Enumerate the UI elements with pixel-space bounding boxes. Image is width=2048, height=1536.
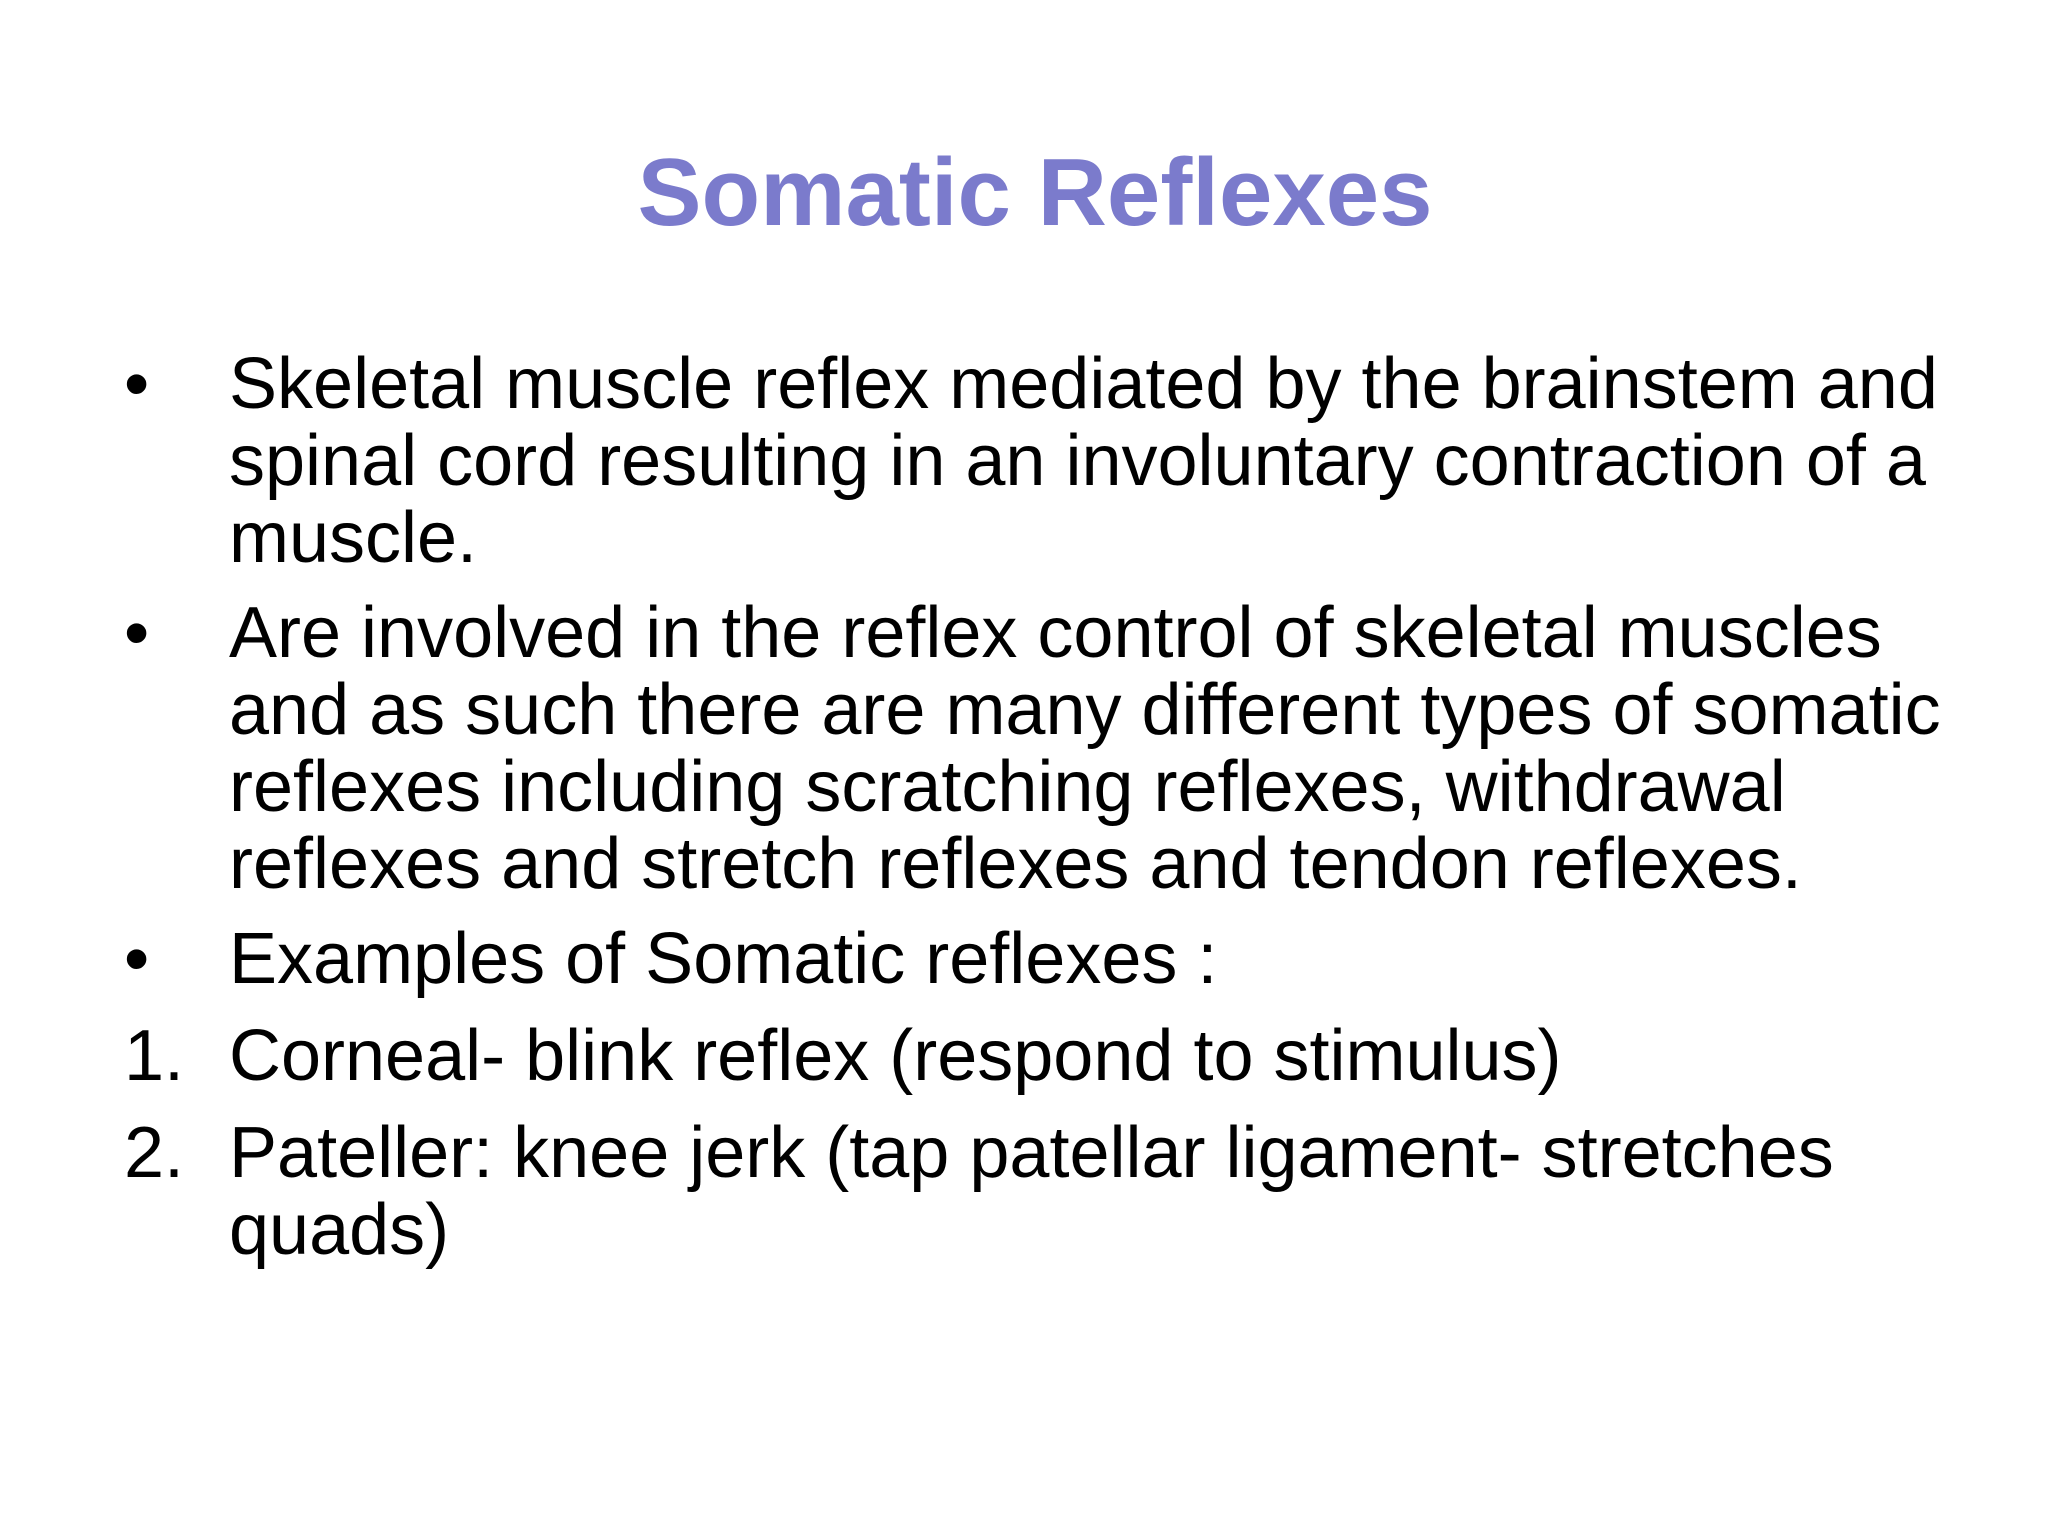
bullet-text: Skeletal muscle reflex mediated by the brainstem and spinal cord resulting in an involuntary contraction of a muscle. [229,344,1938,578]
number-marker: 2. [124,1113,185,1193]
list-item [0,346,2048,577]
bullet-marker: • [124,919,150,999]
bullet-text: Examples of Somatic reflexes : [229,919,1218,999]
slide-title: Somatic Reflexes [637,139,1433,246]
bullet-list [0,346,2048,1269]
bullet-text: Are involved in the reflex control of skeletal muscles and as such there are many different types of somatic reflexes including scratching reflexes, withdrawal reflexes and stretch reflexes and tendon reflexes. [229,593,1941,904]
list-item [0,1018,2048,1095]
list-item-text: Pateller: knee jerk (tap patellar ligament- stretches quads) [229,1113,1834,1270]
list-item-text: Corneal- blink reflex (respond to stimulus) [229,1016,1562,1096]
bullet-marker: • [124,344,150,424]
number-marker: 1. [124,1016,185,1096]
list-item [0,595,2048,903]
list-item [0,1115,2048,1269]
bullet-marker: • [124,593,150,673]
list-item [0,921,2048,998]
